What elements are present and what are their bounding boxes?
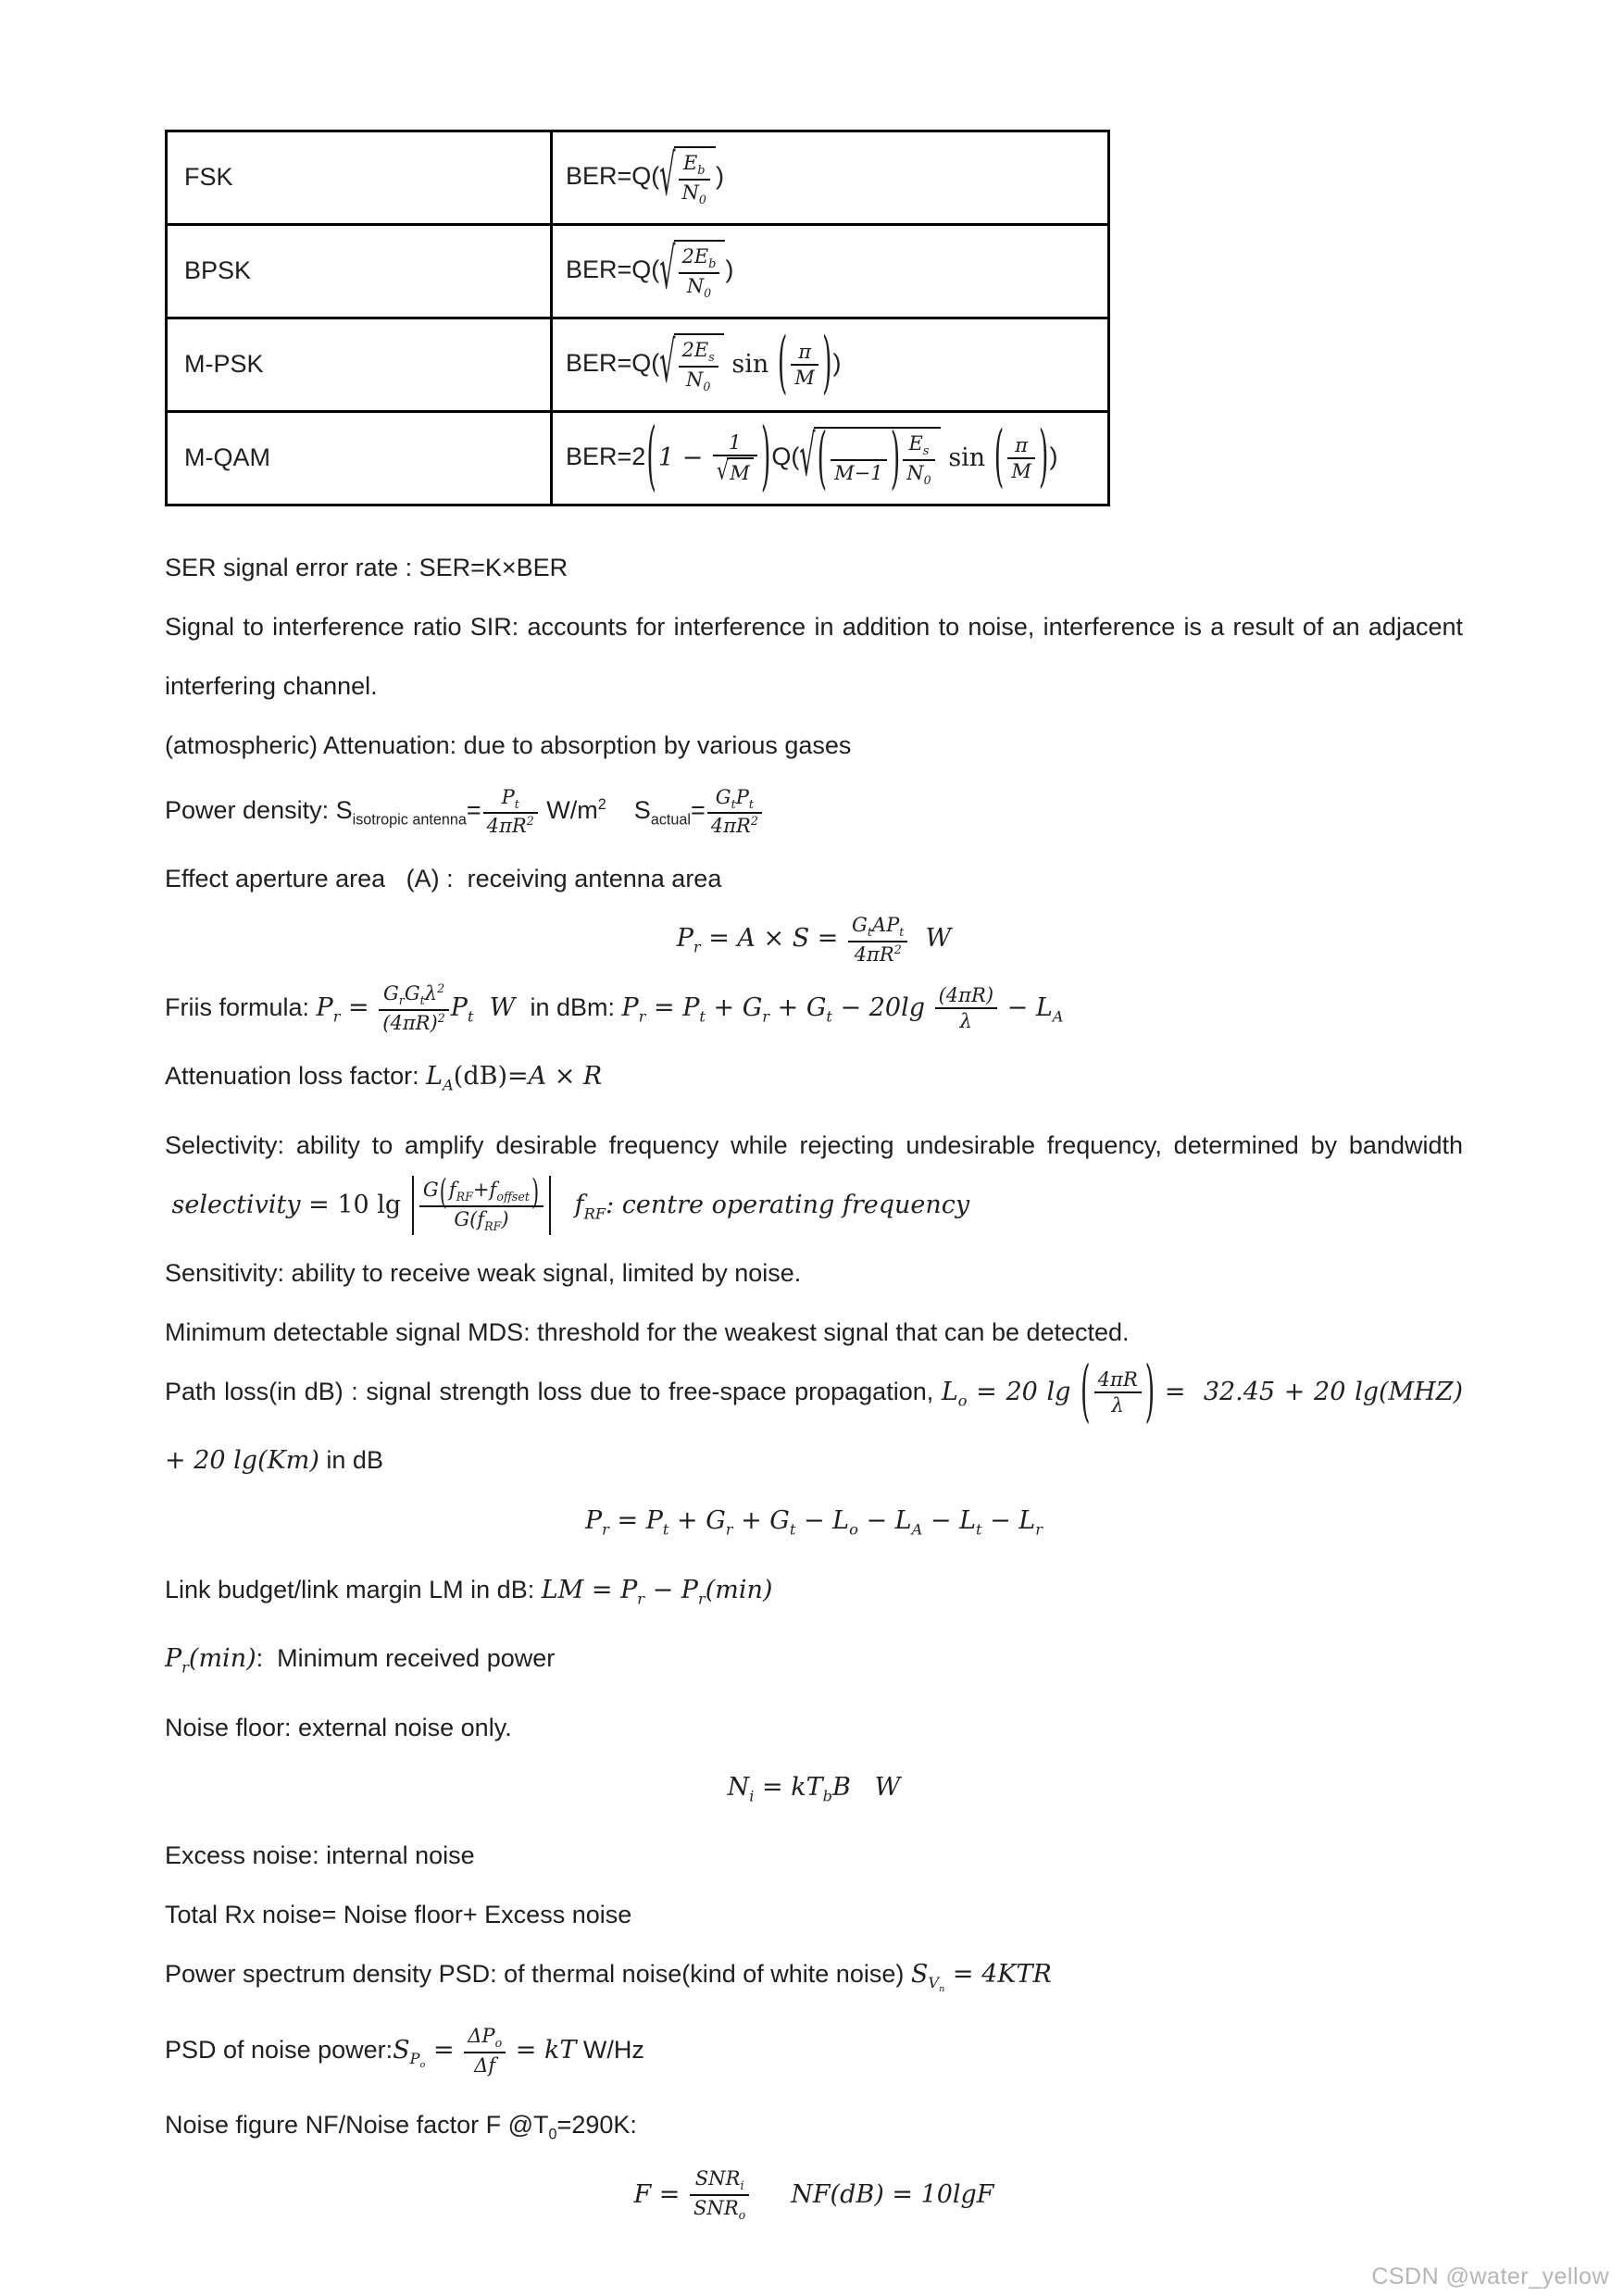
ber-formula: BER=Q( √ $\frac{E_b}{N_0}$ ): [552, 131, 1109, 225]
ber-formula: BER=Q( √ $\frac{2E_s}{N_0}$ sin ( $\frac{\pi}{M}$ ) ): [552, 318, 1109, 412]
formula-line: F = $SNR_i$ $SNR_o$ NF(dB) = 10lgF: [633, 2166, 994, 2223]
paragraph: Effect aperture area (A) : receiving antenna area: [165, 865, 722, 893]
paragraph: Total Rx noise= Noise floor+ Excess noise: [165, 1900, 632, 1928]
modulation-ber-table: [165, 130, 1110, 506]
ber-formula: BER=Q( √ $\frac{2E_b}{N_0}$ ): [552, 225, 1109, 318]
paragraph: Friis formula: $P_r$ = $G_rG_t\lambda^2$ $(4\pi R)^2$ $P_t$ W in dBm: $P_r = P_t + G_r + G_t - 20\lg$ $\frac{(4\pi R)}{\lambda}$ − $L_A$: [165, 981, 1064, 1035]
paragraph: Power spectrum density PSD: of thermal noise(kind of white noise) $S_{V_n} = 4KTR$: [165, 1959, 1052, 1995]
formula-line: $P_r = A \times S$ = $G_tAP_t$ $4\pi R^2$ W: [676, 912, 952, 966]
formula-line: $P_r = P_t + G_r + G_t - L_o - L_A - L_t - L_r$: [585, 1506, 1043, 1539]
table-row-m-qam: [167, 412, 1109, 505]
paragraph: Link budget/link margin LM in dB: LM = $P_r - P_r(\min)$: [165, 1575, 773, 1608]
table-row-m-psk: [167, 318, 1109, 412]
paragraph: Noise floor: external noise only.: [165, 1713, 512, 1741]
formula-line: $N_i = kT_bB$ W: [727, 1772, 901, 1804]
watermark: CSDN @water_yellow: [1371, 2264, 1609, 2290]
modulation-label: M-PSK: [167, 318, 552, 412]
paragraph: Signal to interference ratio SIR: accounts for interference in addition to noise, interference is a result of an adjacent interfering channel.: [165, 613, 1463, 700]
paragraph: Sensitivity: ability to receive weak signal, limited by noise.: [165, 1258, 802, 1287]
paragraph: PSD of noise $power:S_{P_o}$ = $\Delta P_o$ Δf = kT W/Hz: [165, 2024, 644, 2077]
paragraph: (atmospheric) Attenuation: due to absorption by various gases: [165, 731, 852, 759]
paragraph: Selectivity: ability to amplify desirable frequency while rejecting undesirable frequency, determined by bandwidth selectivity = 10 lg G ( $f_{RF}+f_{offset}$ ) $G(f_{RF})$ $f_{RF}$: centre operating frequency: [165, 1116, 1463, 1243]
paragraph: Minimum detectable signal MDS: threshold for the weakest signal that can be detected.: [165, 1317, 1130, 1346]
table-row-fsk: [167, 131, 1109, 225]
paragraph: Noise figure NF/Noise factor F $@T_0=290K$:: [165, 2111, 637, 2143]
paragraph: Excess noise: internal noise: [165, 1841, 475, 1869]
table-row-bpsk: [167, 225, 1109, 318]
modulation-label: M-QAM: [167, 412, 552, 505]
paragraph: Power density: $S_{isotropic antenna}=$ $\frac{P_t}{4\pi R^2}$ $W/m^2$ $S_{actual}=$ $G_tP_t$ $4\pi R^2$: [165, 775, 1463, 849]
paragraph: Attenuation loss factor: $L_A(dB)=A \times R$: [165, 1062, 603, 1094]
paragraph: SER signal error rate : SER=K×BER: [165, 554, 568, 581]
paragraph: $P_r(\min)$: Minimum received power: [165, 1644, 556, 1677]
paragraph: Path loss(in dB) : signal strength loss due to free-space propagation, $L_o = 20$ lg ( $\frac{4\pi R}{\lambda}$ ) = 32.45 + 20 lg(MHZ) + 20 lg(Km) in dB: [165, 1353, 1464, 1476]
modulation-label: FSK: [167, 131, 552, 225]
document-body: [165, 130, 1463, 2225]
ber-formula: BER=2 ( 1 − 1 √ M ) Q( √ ( M−1 ) $\frac{E_s}{N_0}$ sin ( $\frac{\pi}{M}$ ) ): [552, 412, 1109, 505]
modulation-label: BPSK: [167, 225, 552, 318]
